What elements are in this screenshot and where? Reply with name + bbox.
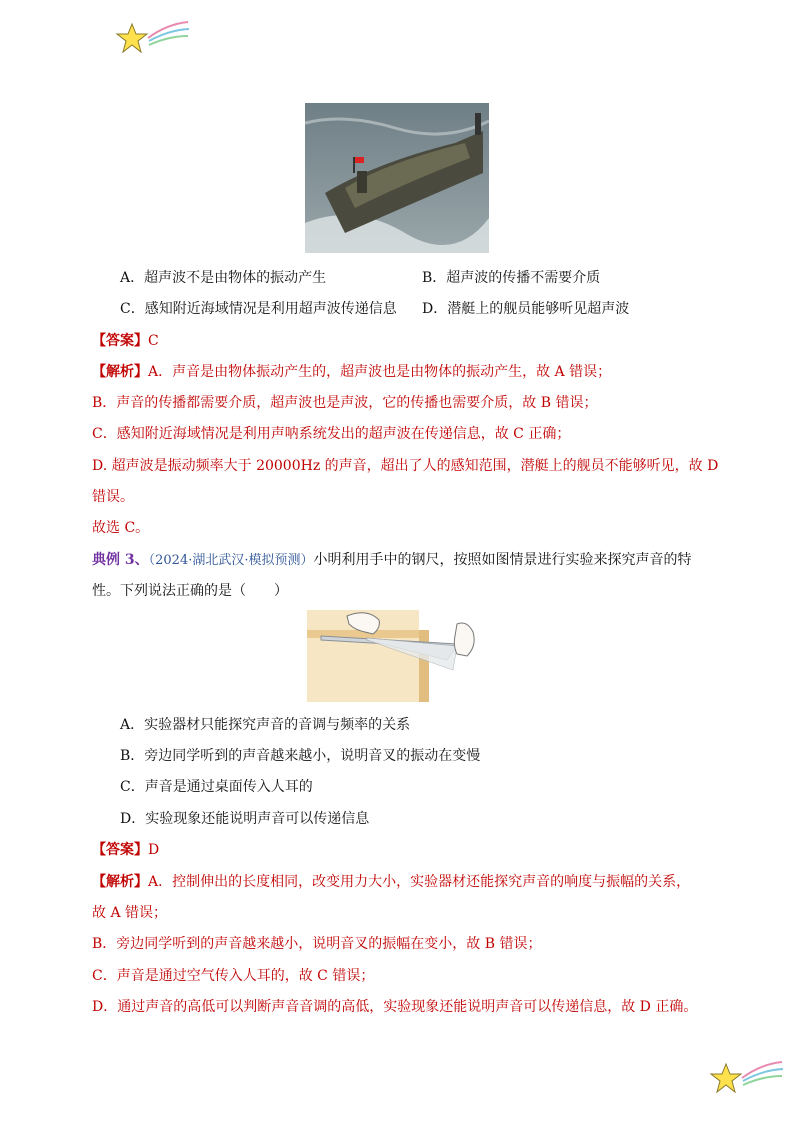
example-label: 典例 3、: [92, 552, 149, 568]
analysis-label: 【解析】: [92, 874, 148, 890]
q3-analysis-line-1: 【解析】A．控制伸出的长度相同，改变用力大小，实验器材还能探究声音的响度与振幅的关系，: [92, 874, 691, 890]
q2-option-c: C．感知附近海域情况是利用超声波传递信息: [120, 301, 397, 317]
answer-label: 【答案】: [92, 333, 148, 349]
ruler-experiment-photo: [307, 610, 489, 702]
q2-analysis-line-2: B．声音的传播都需要介质，超声波也是声波，它的传播也需要介质，故 B 错误；: [92, 395, 598, 411]
answer-value: D: [148, 842, 160, 858]
q3-analysis-line-2: 故 A 错误；: [92, 905, 168, 921]
q3-option-a: A．实验器材只能探究声音的音调与频率的关系: [120, 717, 411, 733]
analysis-label: 【解析】: [92, 364, 148, 380]
submarine-photo: [305, 103, 489, 253]
answer-label: 【答案】: [92, 842, 148, 858]
q3-analysis-line-5: D．通过声音的高低可以判断声音音调的高低，实验现象还能说明声音可以传递信息，故 D 正确。: [92, 999, 698, 1015]
q2-option-b: B．超声波的传播不需要介质: [422, 270, 601, 286]
q3-stem-line-1: 典例 3、（2024·湖北武汉·模拟预测）小明利用手中的钢尺，按照如图情景进行实验来探究声音的特: [92, 552, 692, 568]
q2-analysis-line-4: D. 超声波是振动频率大于 20000Hz 的声音，超出了人的感知范围，潜艇上的舰员不能够听见，故 D: [92, 458, 719, 474]
q3-analysis-line-3: B．旁边同学听到的声音越来越小，说明音叉的振幅在变小，故 B 错误；: [92, 936, 542, 952]
q2-answer: [92, 331, 159, 351]
q2-option-a: A．超声波不是由物体的振动产生: [120, 270, 327, 286]
q3-option-c: C．声音是通过桌面传入人耳的: [120, 779, 313, 795]
q2-analysis-line-1: 【解析】A．声音是由物体振动产生的，超声波也是由物体的振动产生，故 A 错误；: [92, 364, 612, 380]
q3-stem-line-2: 性。下列说法正确的是（ ）: [92, 583, 288, 599]
q3-answer: [92, 840, 159, 860]
q2-conclusion: 故选 C。: [92, 520, 150, 536]
shooting-star-icon: [706, 1058, 786, 1098]
source-tag: （2024·湖北武汉·模拟预测）: [148, 553, 314, 568]
answer-value: C: [148, 333, 159, 349]
q2-analysis-line-5: 错误。: [92, 489, 134, 505]
q3-analysis-line-4: C．声音是通过空气传入人耳的，故 C 错误；: [92, 968, 375, 984]
q3-option-d: D．实验现象还能说明声音可以传递信息: [120, 811, 370, 827]
q2-option-d: D．潜艇上的舰员能够听见超声波: [422, 301, 630, 317]
q3-option-b: B．旁边同学听到的声音越来越小，说明音叉的振动在变慢: [120, 748, 481, 764]
q2-analysis-line-3: C．感知附近海域情况是利用声呐系统发出的超声波在传递信息，故 C 正确；: [92, 426, 571, 442]
shooting-star-icon: [112, 18, 192, 58]
